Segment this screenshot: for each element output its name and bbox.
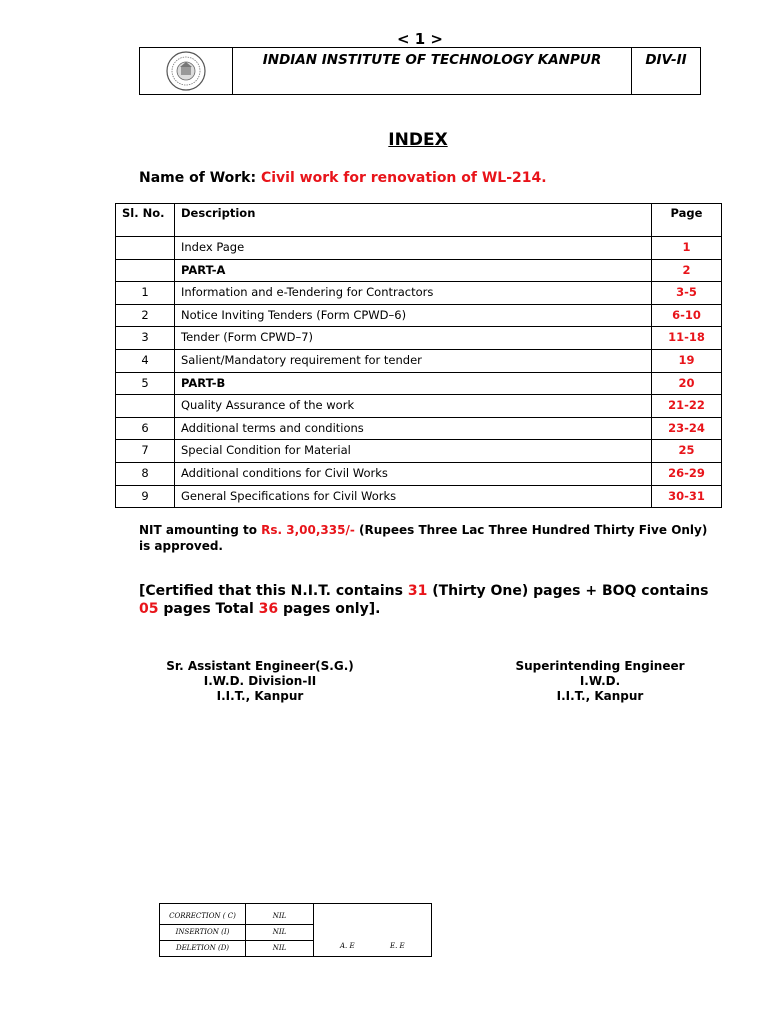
row-page: 1	[652, 237, 722, 260]
row-page: 21-22	[652, 395, 722, 418]
signatory-division: I.W.D.	[579, 674, 621, 688]
name-of-work	[139, 170, 547, 186]
division-label: DIV-II	[645, 52, 687, 68]
correction-box	[159, 903, 432, 957]
row-page: 19	[652, 349, 722, 372]
signature-block-right	[490, 659, 710, 704]
table-row	[116, 349, 722, 372]
table-row	[116, 304, 722, 327]
document-header	[139, 47, 701, 95]
table-row	[116, 417, 722, 440]
signature-block-left	[140, 659, 380, 704]
row-page: 23-24	[652, 417, 722, 440]
ee-signature-label: E. E	[390, 942, 405, 950]
table-row	[116, 282, 722, 305]
signatory-designation: Sr. Assistant Engineer(S.G.)	[166, 659, 354, 673]
row-description: Salient/Mandatory requirement for tender	[175, 349, 652, 372]
deletion-value: NIL	[272, 944, 287, 952]
correction-label: CORRECTION ( C)	[160, 909, 245, 925]
correction-values	[246, 904, 314, 956]
row-description: General Specifications for Civil Works	[175, 485, 652, 508]
cert-text-3: pages Total	[158, 601, 259, 617]
cert-text-4: pages only].	[278, 601, 381, 617]
row-page: 3-5	[652, 282, 722, 305]
ae-signature-label: A. E	[340, 942, 355, 950]
table-row	[116, 327, 722, 350]
nit-approval-note	[139, 522, 719, 554]
institute-seal	[140, 48, 233, 94]
table-row	[116, 395, 722, 418]
index-table	[115, 203, 722, 508]
correction-value: NIL	[246, 909, 313, 925]
cert-total-pages: 36	[258, 601, 279, 617]
row-sl-no: 1	[116, 282, 175, 305]
row-sl-no: 5	[116, 372, 175, 395]
row-description: PART-A	[175, 259, 652, 282]
signatory-institute: I.I.T., Kanpur	[556, 689, 644, 703]
row-sl-no: 7	[116, 440, 175, 463]
correction-labels	[160, 904, 246, 956]
row-page: 11-18	[652, 327, 722, 350]
row-description: Special Condition for Material	[175, 440, 652, 463]
signatory-designation: Superintending Engineer	[515, 659, 685, 673]
table-row	[116, 462, 722, 485]
row-description: Additional conditions for Civil Works	[175, 462, 652, 485]
deletion-label: DELETION (D)	[175, 944, 230, 952]
row-page: 26-29	[652, 462, 722, 485]
cert-text-1: [Certified that this N.I.T. contains	[139, 583, 408, 599]
table-row	[116, 259, 722, 282]
table-row	[116, 440, 722, 463]
row-description: Tender (Form CPWD–7)	[175, 327, 652, 350]
row-description: Notice Inviting Tenders (Form CPWD–6)	[175, 304, 652, 327]
col-description: Description	[175, 204, 652, 237]
row-sl-no	[116, 259, 175, 282]
row-description: Information and e-Tendering for Contractors	[175, 282, 652, 305]
row-description: Index Page	[175, 237, 652, 260]
row-sl-no: 3	[116, 327, 175, 350]
cert-nit-pages: 31	[407, 583, 428, 599]
institute-title: INDIAN INSTITUTE OF TECHNOLOGY KANPUR	[233, 48, 632, 94]
work-value: Civil work for renovation of WL-214.	[260, 170, 547, 186]
row-page: 2	[652, 259, 722, 282]
signatory-division: I.W.D. Division-II	[203, 674, 317, 688]
col-page: Page	[652, 204, 722, 237]
table-row	[116, 372, 722, 395]
insertion-value: NIL	[246, 925, 313, 941]
row-sl-no: 4	[116, 349, 175, 372]
row-description: Additional terms and conditions	[175, 417, 652, 440]
row-sl-no: 6	[116, 417, 175, 440]
nit-prefix: NIT amounting to	[139, 523, 262, 537]
work-label: Name of Work:	[139, 170, 257, 186]
cert-text-2: (Thirty One) pages + BOQ contains	[427, 583, 709, 599]
table-row	[116, 237, 722, 260]
table-row	[116, 485, 722, 508]
row-sl-no: 8	[116, 462, 175, 485]
row-sl-no: 9	[116, 485, 175, 508]
row-sl-no	[116, 395, 175, 418]
table-header-row	[116, 204, 722, 237]
page-number: < 1 >	[396, 30, 444, 48]
nit-suffix: (Rupees Three Lac Three Hundred Thirty Five Only) is approved.	[139, 523, 708, 553]
signatory-institute: I.I.T., Kanpur	[216, 689, 304, 703]
page-title: INDEX	[388, 130, 448, 150]
row-page: 25	[652, 440, 722, 463]
row-sl-no	[116, 237, 175, 260]
nit-amount: Rs. 3,00,335/-	[261, 523, 355, 537]
col-sl-no: Sl. No.	[116, 204, 175, 237]
row-description: PART-B	[175, 372, 652, 395]
certification-note	[139, 582, 719, 618]
row-sl-no: 2	[116, 304, 175, 327]
row-page: 20	[652, 372, 722, 395]
row-page: 6-10	[652, 304, 722, 327]
cert-boq-pages: 05	[139, 601, 159, 617]
insertion-label: INSERTION (I)	[160, 925, 245, 941]
row-page: 30-31	[652, 485, 722, 508]
iit-seal-icon	[158, 50, 214, 92]
row-description: Quality Assurance of the work	[175, 395, 652, 418]
